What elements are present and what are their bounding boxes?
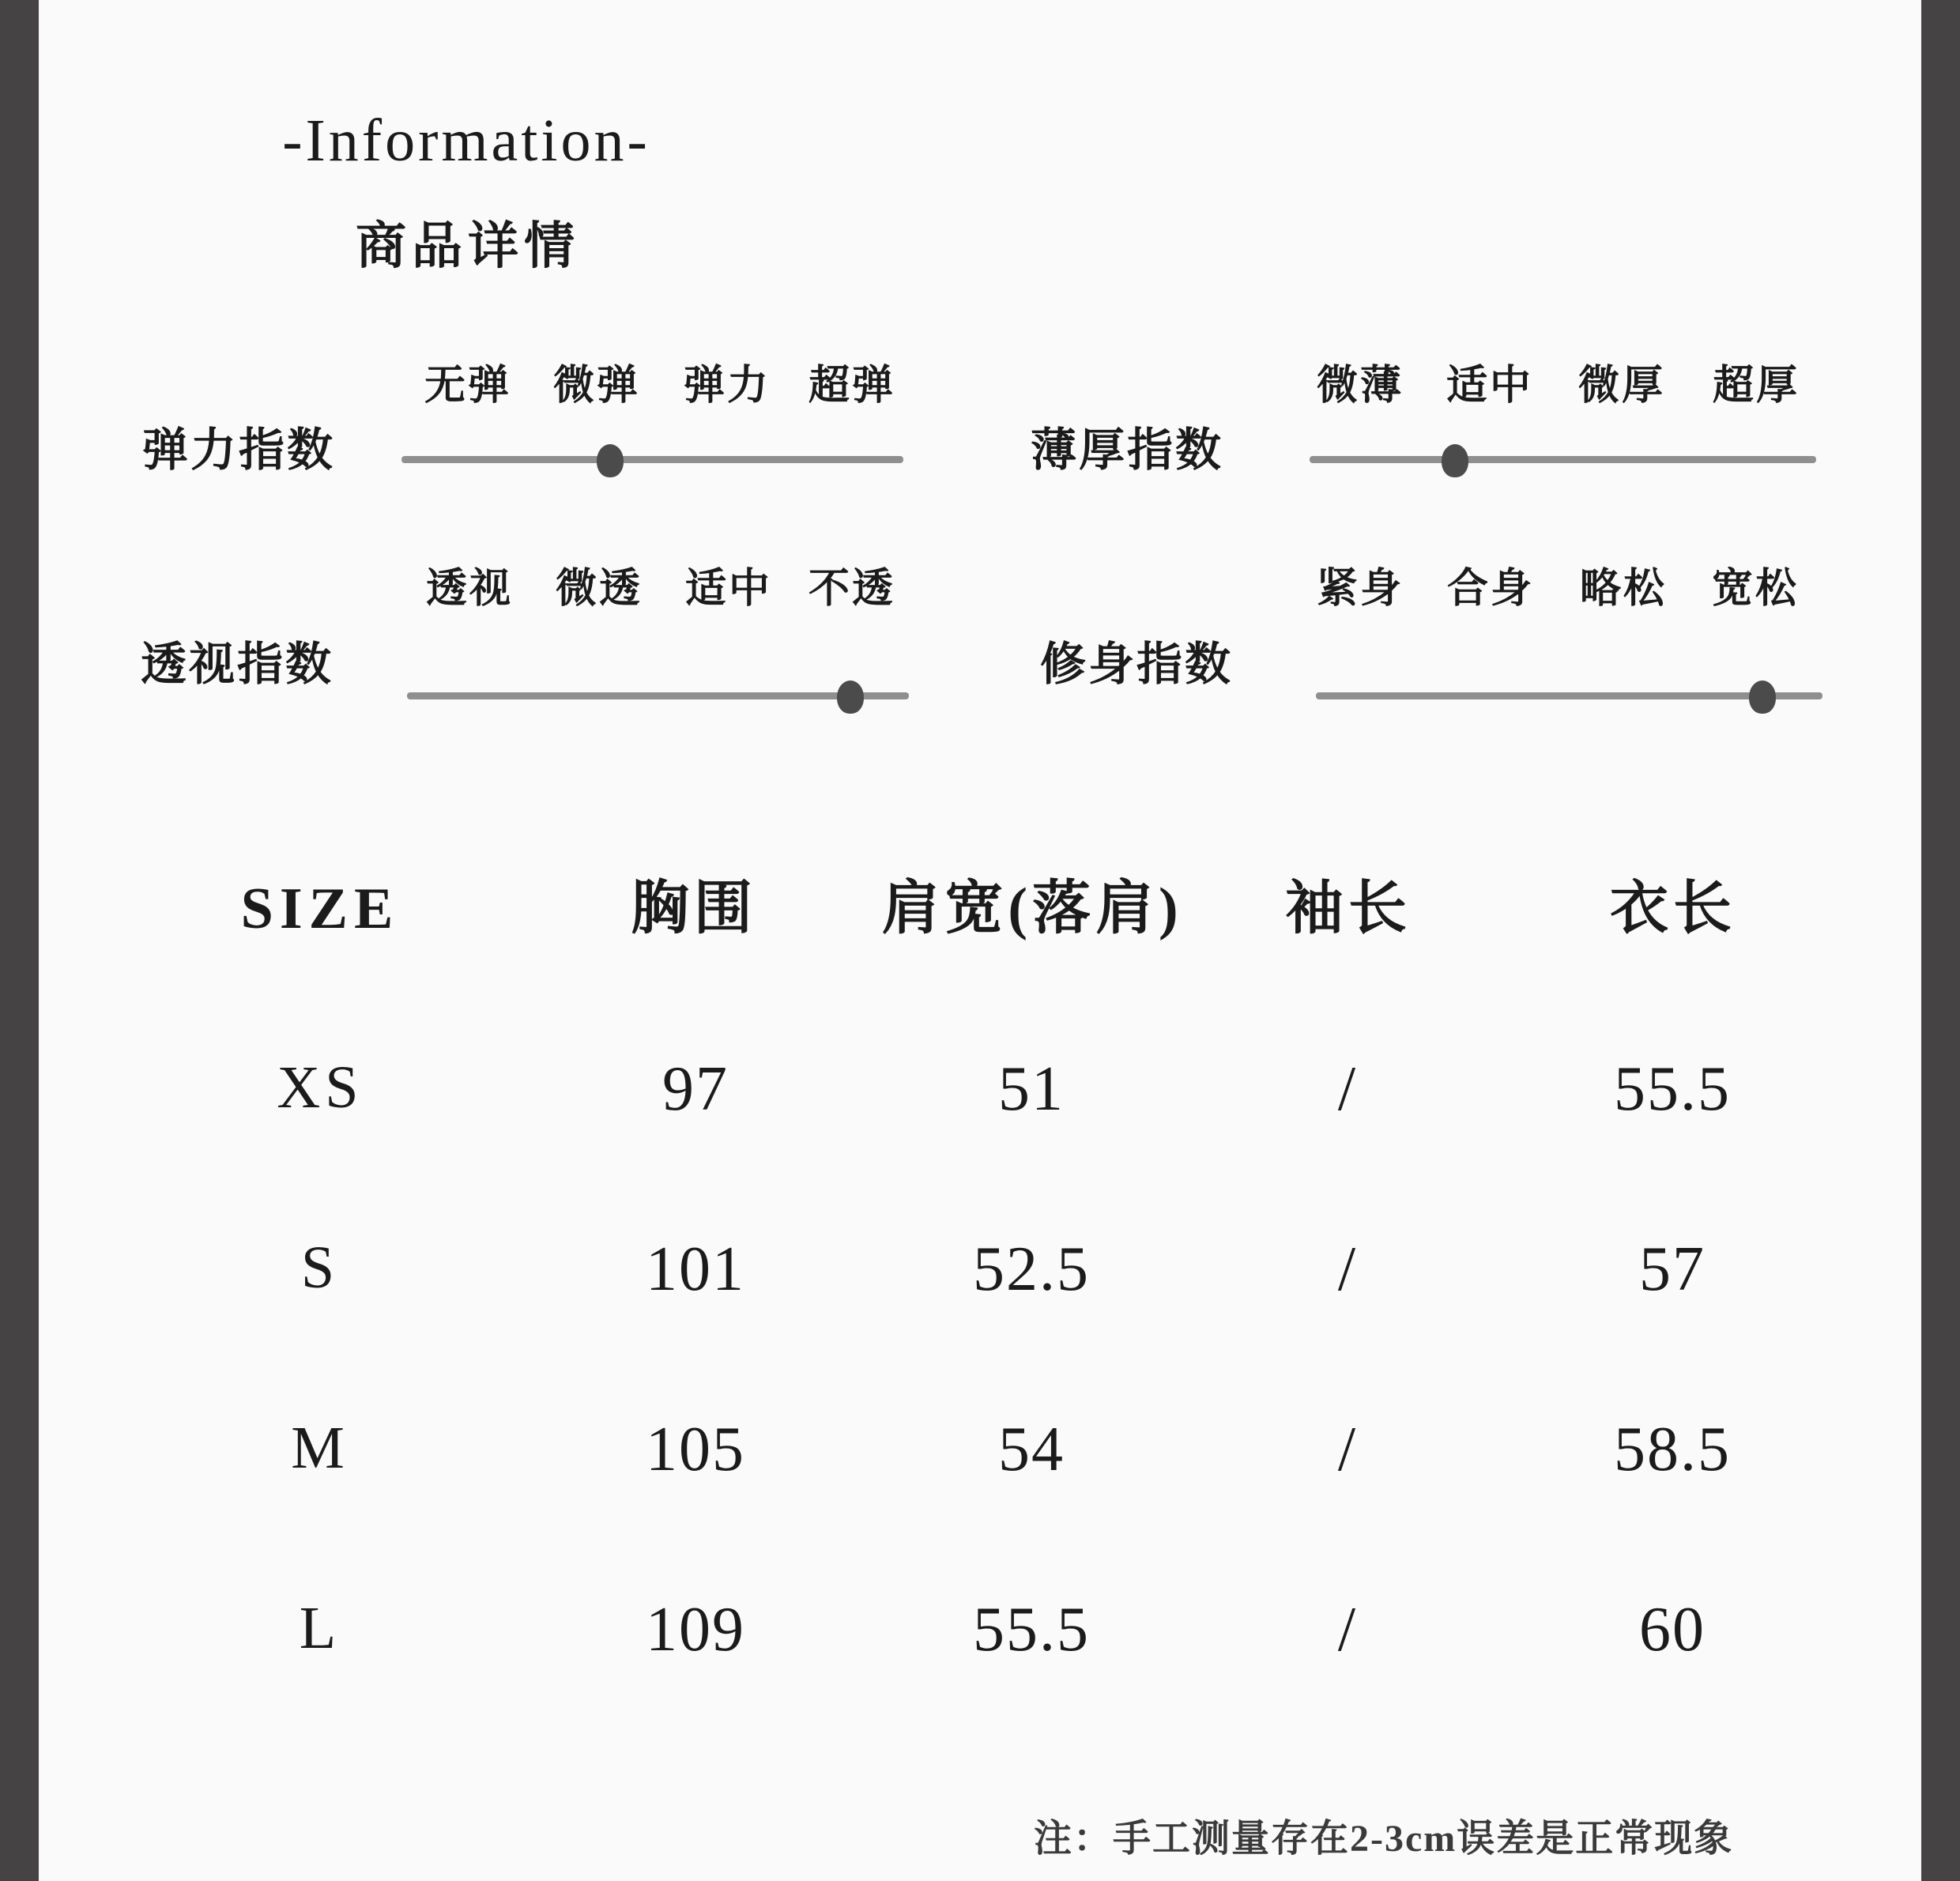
indicator-track — [1310, 456, 1816, 463]
cell-length: 58.5 — [1614, 1415, 1731, 1484]
right-dark-border — [1921, 0, 1960, 1881]
indicator-option: 合身 — [1446, 567, 1535, 612]
page-title: -Information- — [282, 107, 650, 174]
indicator-dot — [1749, 680, 1776, 714]
left-dark-border — [0, 0, 39, 1881]
indicator-option: 微弹 — [552, 364, 641, 409]
cell-bust: 105 — [646, 1415, 745, 1484]
indicator-option: 超厚 — [1712, 364, 1800, 409]
indicator-label: 薄厚指数 — [1031, 424, 1224, 476]
cell-sleeve: / — [1337, 1235, 1358, 1304]
cell-length: 60 — [1639, 1595, 1706, 1664]
cell-size: XS — [277, 1054, 364, 1121]
cell-size: M — [291, 1415, 349, 1481]
indicator-dot — [597, 444, 624, 477]
cell-shoulder: 51 — [998, 1054, 1065, 1124]
header-shoulder: 肩宽(落肩) — [881, 876, 1183, 941]
indicator-track — [401, 456, 903, 463]
cell-length: 57 — [1639, 1235, 1706, 1304]
header-size: SIZE — [240, 876, 400, 941]
indicator-option: 无弹 — [424, 364, 512, 409]
indicator-track — [1316, 692, 1822, 699]
measurement-note: 注：手工测量存在2-3cm误差是正常现象 — [1034, 1818, 1734, 1860]
indicator-option: 微厚 — [1577, 364, 1666, 409]
cell-shoulder: 54 — [998, 1415, 1065, 1484]
cell-bust: 101 — [646, 1235, 745, 1304]
indicator-option: 略松 — [1579, 567, 1668, 612]
indicator-option: 微透 — [555, 567, 643, 612]
indicator-dot — [1442, 444, 1468, 477]
indicator-option: 宽松 — [1711, 567, 1800, 612]
indicator-option: 紧身 — [1316, 567, 1404, 612]
cell-bust: 109 — [646, 1595, 745, 1664]
indicator-label: 弹力指数 — [142, 424, 336, 476]
indicator-option: 微薄 — [1316, 364, 1404, 409]
cell-sleeve: / — [1337, 1595, 1358, 1664]
indicator-label: 修身指数 — [1040, 639, 1234, 690]
header-sleeve: 袖长 — [1285, 876, 1412, 941]
indicator-option: 透视 — [425, 567, 514, 612]
indicator-option: 超弹 — [808, 364, 896, 409]
cell-sleeve: / — [1337, 1415, 1358, 1484]
cell-length: 55.5 — [1614, 1054, 1731, 1124]
header-length: 衣长 — [1610, 876, 1736, 941]
indicator-option: 适中 — [1446, 364, 1534, 409]
cell-bust: 97 — [662, 1054, 729, 1124]
indicator-dot — [837, 680, 864, 714]
cell-sleeve: / — [1337, 1054, 1358, 1124]
cell-shoulder: 52.5 — [973, 1235, 1090, 1304]
cell-size: L — [299, 1595, 341, 1661]
indicator-option: 弹力 — [683, 364, 771, 409]
cell-shoulder: 55.5 — [973, 1595, 1090, 1664]
indicator-option: 适中 — [684, 567, 773, 612]
indicator-track — [407, 692, 909, 699]
indicator-option: 不透 — [808, 567, 896, 612]
page-subtitle: 商品详情 — [356, 218, 580, 274]
header-bust: 胸围 — [631, 876, 757, 941]
cell-size: S — [300, 1235, 340, 1301]
indicator-label: 透视指数 — [141, 639, 334, 690]
